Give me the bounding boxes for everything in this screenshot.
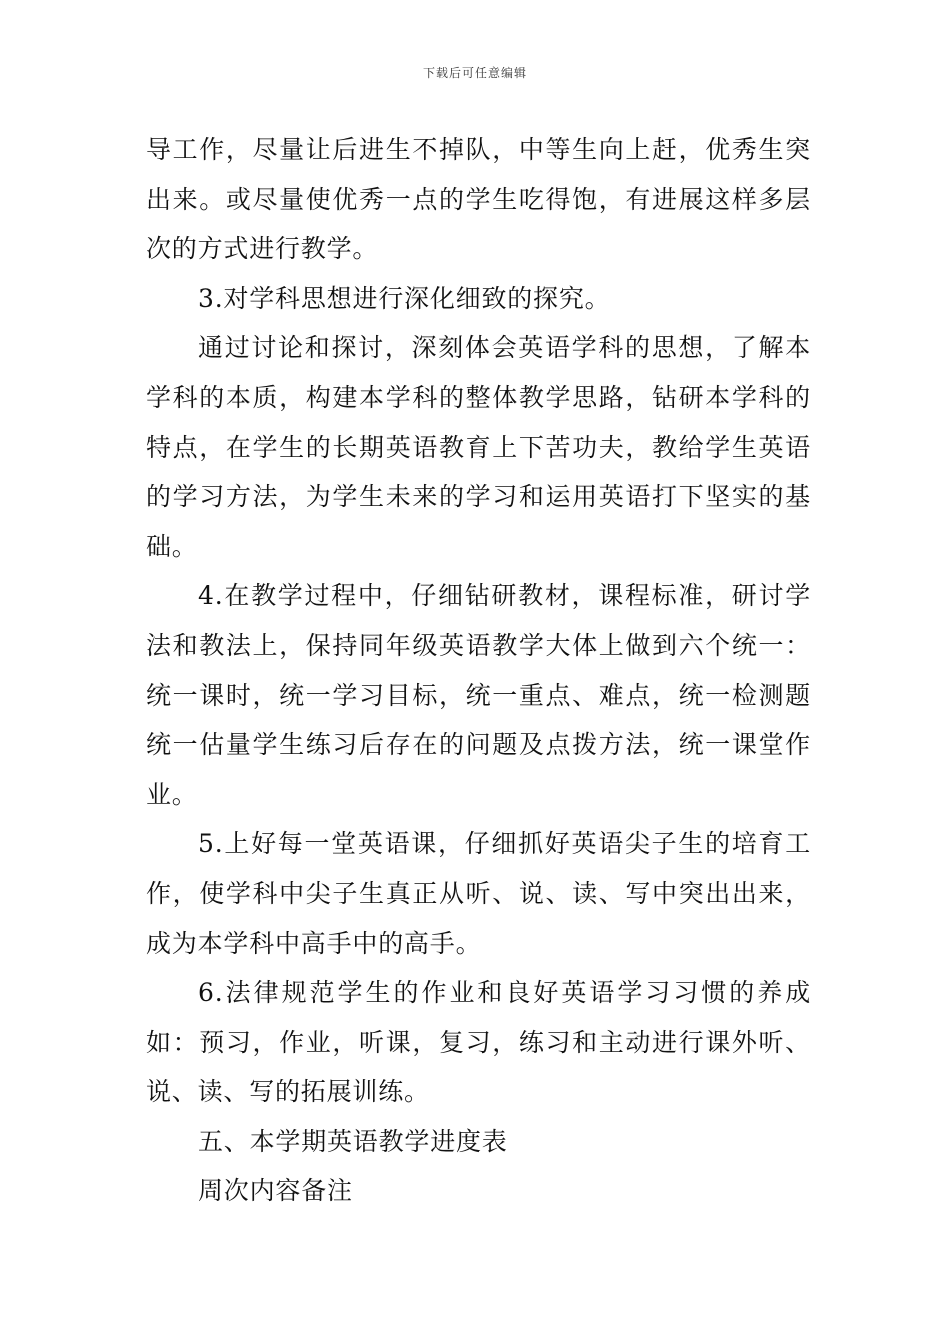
page-header-note: 下载后可任意编辑 bbox=[422, 66, 527, 80]
paragraph-item-3-body: 通过讨论和探讨，深刻体会英语学科的思想，了解本学科的本质，构建本学科的整体教学思路，钻研本学科的特点，在学生的长期英语教育上下苦功夫，教给学生英语的学习方法，为学生未来的学习和运用英语打下坚实的基础。 bbox=[146, 333, 811, 561]
document-body bbox=[146, 125, 811, 1216]
paragraph-item-5: 5.上好每一堂英语课，仔细抓好英语尖子生的培育工作，使学科中尖子生真正从听、说、读、写中突出出来，成为本学科中高手中的高手。 bbox=[146, 829, 811, 958]
paragraph-item-6: 6.法律规范学生的作业和良好英语学习习惯的养成如：预习，作业，听课，复习，练习和主动进行课外听、说、读、写的拓展训练。 bbox=[146, 978, 811, 1107]
section-heading-schedule: 五、本学期英语教学进度表 bbox=[198, 1126, 508, 1156]
schedule-table-header: 周次内容备注 bbox=[198, 1176, 353, 1206]
paragraph-item-3-heading: 3.对学科思想进行深化细致的探究。 bbox=[198, 283, 611, 313]
paragraph-item-4: 4.在教学过程中，仔细钻研教材，课程标准，研讨学法和教法上，保持同年级英语教学大体上做到六个统一：统一课时，统一学习目标，统一重点、难点，统一检测题统一估量学生练习后存在的问题及点拨方法，统一课堂作业。 bbox=[146, 581, 811, 809]
paragraph-continuation: 导工作，尽量让后进生不掉队，中等生向上赶，优秀生突出来。或尽量使优秀一点的学生吃得饱，有进展这样多层次的方式进行教学。 bbox=[146, 135, 811, 264]
